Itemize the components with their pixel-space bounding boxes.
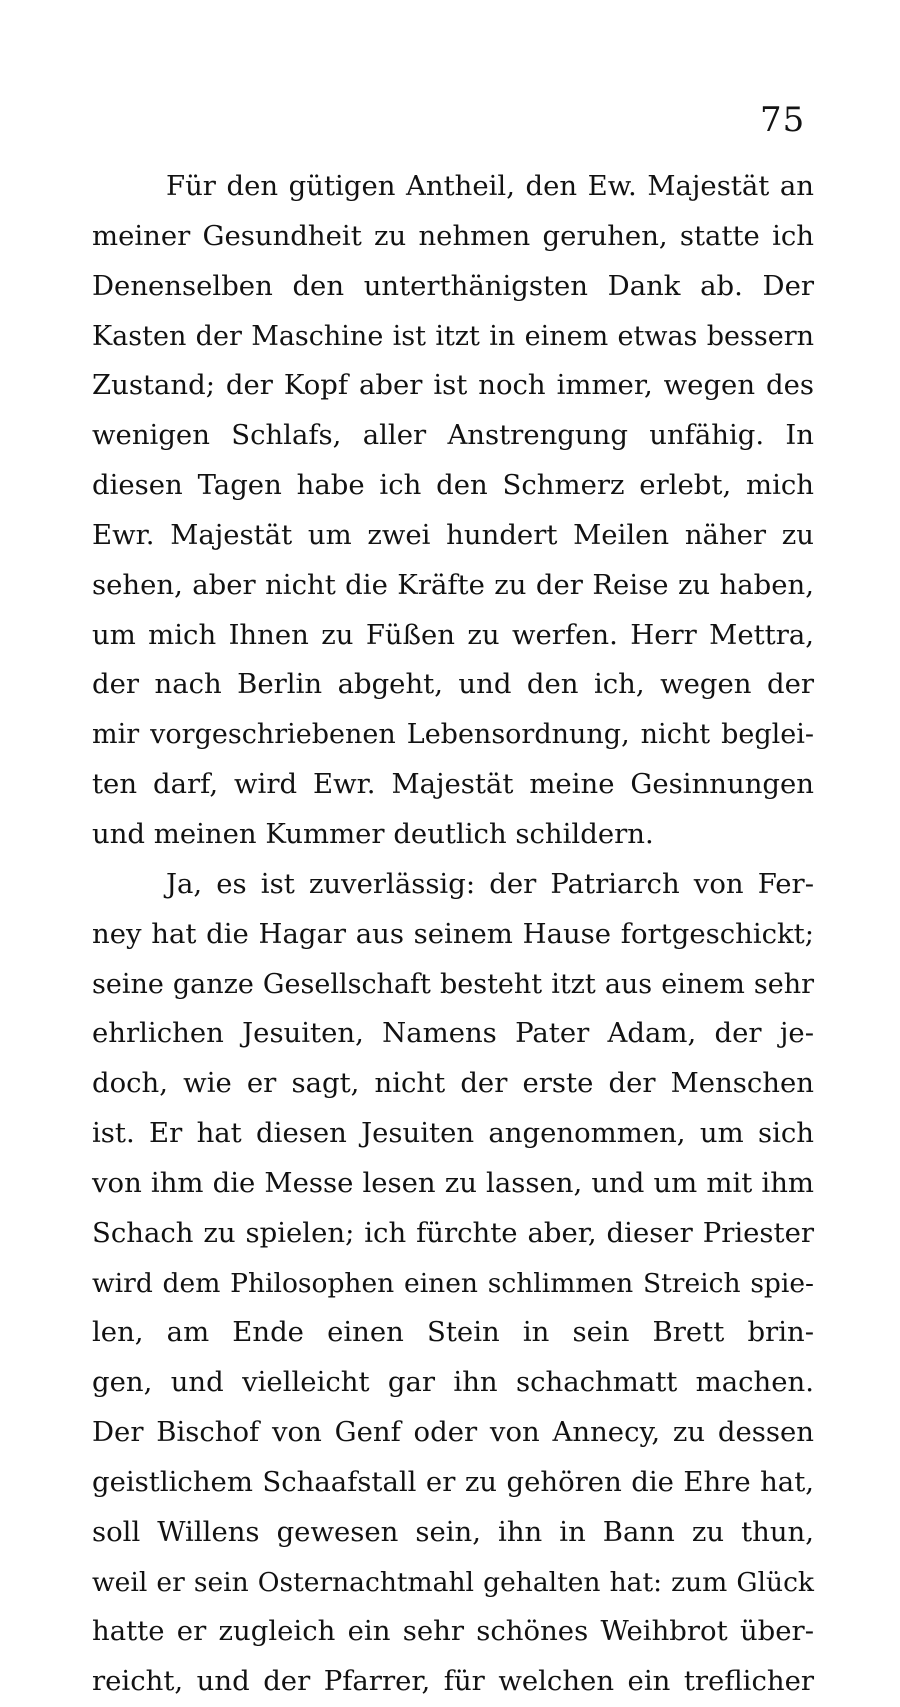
text-line: sehen, aber nicht die Kräfte zu der Reise zu haben, <box>92 568 814 601</box>
text-line: mir vorgeschriebenen Lebensordnung, nicht beglei- <box>92 719 814 751</box>
text-line: ten darf, wird Ewr. Majestät meine Gesinnungen <box>92 768 814 801</box>
text-line: Ja, es ist zuverlässig: der Patriarch von Fer- <box>166 867 814 900</box>
text-line: Zustand; der Kopf aber ist noch immer, wegen des <box>92 369 814 402</box>
text-line: reicht, und der Pfarrer, für welchen ein treflicher <box>92 1665 814 1698</box>
text-line: len, am Ende einen Stein in sein Brett brin- <box>92 1316 814 1349</box>
text-line: wird dem Philosophen einen schlimmen Streich spie- <box>92 1267 814 1299</box>
text-line: Kasten der Maschine ist itzt in einem etwas bessern <box>92 320 814 352</box>
text-line: geistlichem Schaafstall er zu gehören die Ehre hat, <box>92 1465 814 1498</box>
text-line: gen, und vielleicht gar ihn schachmatt machen. <box>92 1366 814 1399</box>
text-line: wenigen Schlafs, aller Anstrengung unfähig. In <box>92 419 814 452</box>
text-line: weil er sein Osternachtmahl gehalten hat: zum Glück <box>92 1566 814 1598</box>
page-number: 75 <box>760 100 806 140</box>
text-line: der nach Berlin abgeht, und den ich, wegen der <box>92 668 814 701</box>
text-line: doch, wie er sagt, nicht der erste der Menschen <box>92 1067 814 1100</box>
text-line: um mich Ihnen zu Füßen zu werfen. Herr Mettra, <box>92 618 814 651</box>
text-line: ist. Er hat diesen Jesuiten angenommen, um sich <box>92 1117 814 1150</box>
text-line: Schach zu spielen; ich fürchte aber, dieser Priester <box>92 1216 814 1249</box>
text-line: hatte er zugleich ein sehr schönes Weihbrot über- <box>92 1615 814 1648</box>
body-text <box>92 162 814 1707</box>
text-line: meiner Gesundheit zu nehmen geruhen, statte ich <box>92 219 814 252</box>
text-line: von ihm die Messe lesen zu lassen, und um mit ihm <box>92 1166 814 1199</box>
text-line: Für den gütigen Antheil, den Ew. Majestät an <box>166 170 814 202</box>
text-line: ehrlichen Jesuiten, Namens Pater Adam, der je- <box>92 1017 814 1050</box>
text-line: soll Willens gewesen sein, ihn in Bann zu thun, <box>92 1515 814 1548</box>
text-line: Denenselben den unterthänigsten Dank ab. Der <box>92 269 814 302</box>
text-line: und meinen Kummer deutlich schildern. <box>92 817 654 850</box>
text-line: diesen Tagen habe ich den Schmerz erlebt, mich <box>92 469 814 502</box>
text-line: Ewr. Majestät um zwei hundert Meilen näher zu <box>92 518 814 551</box>
text-line: ney hat die Hagar aus seinem Hause fortgeschickt; <box>92 917 814 950</box>
text-line: Der Bischof von Genf oder von Annecy, zu dessen <box>92 1416 814 1449</box>
text-line: seine ganze Gesellschaft besteht itzt aus einem sehr <box>92 968 814 1000</box>
